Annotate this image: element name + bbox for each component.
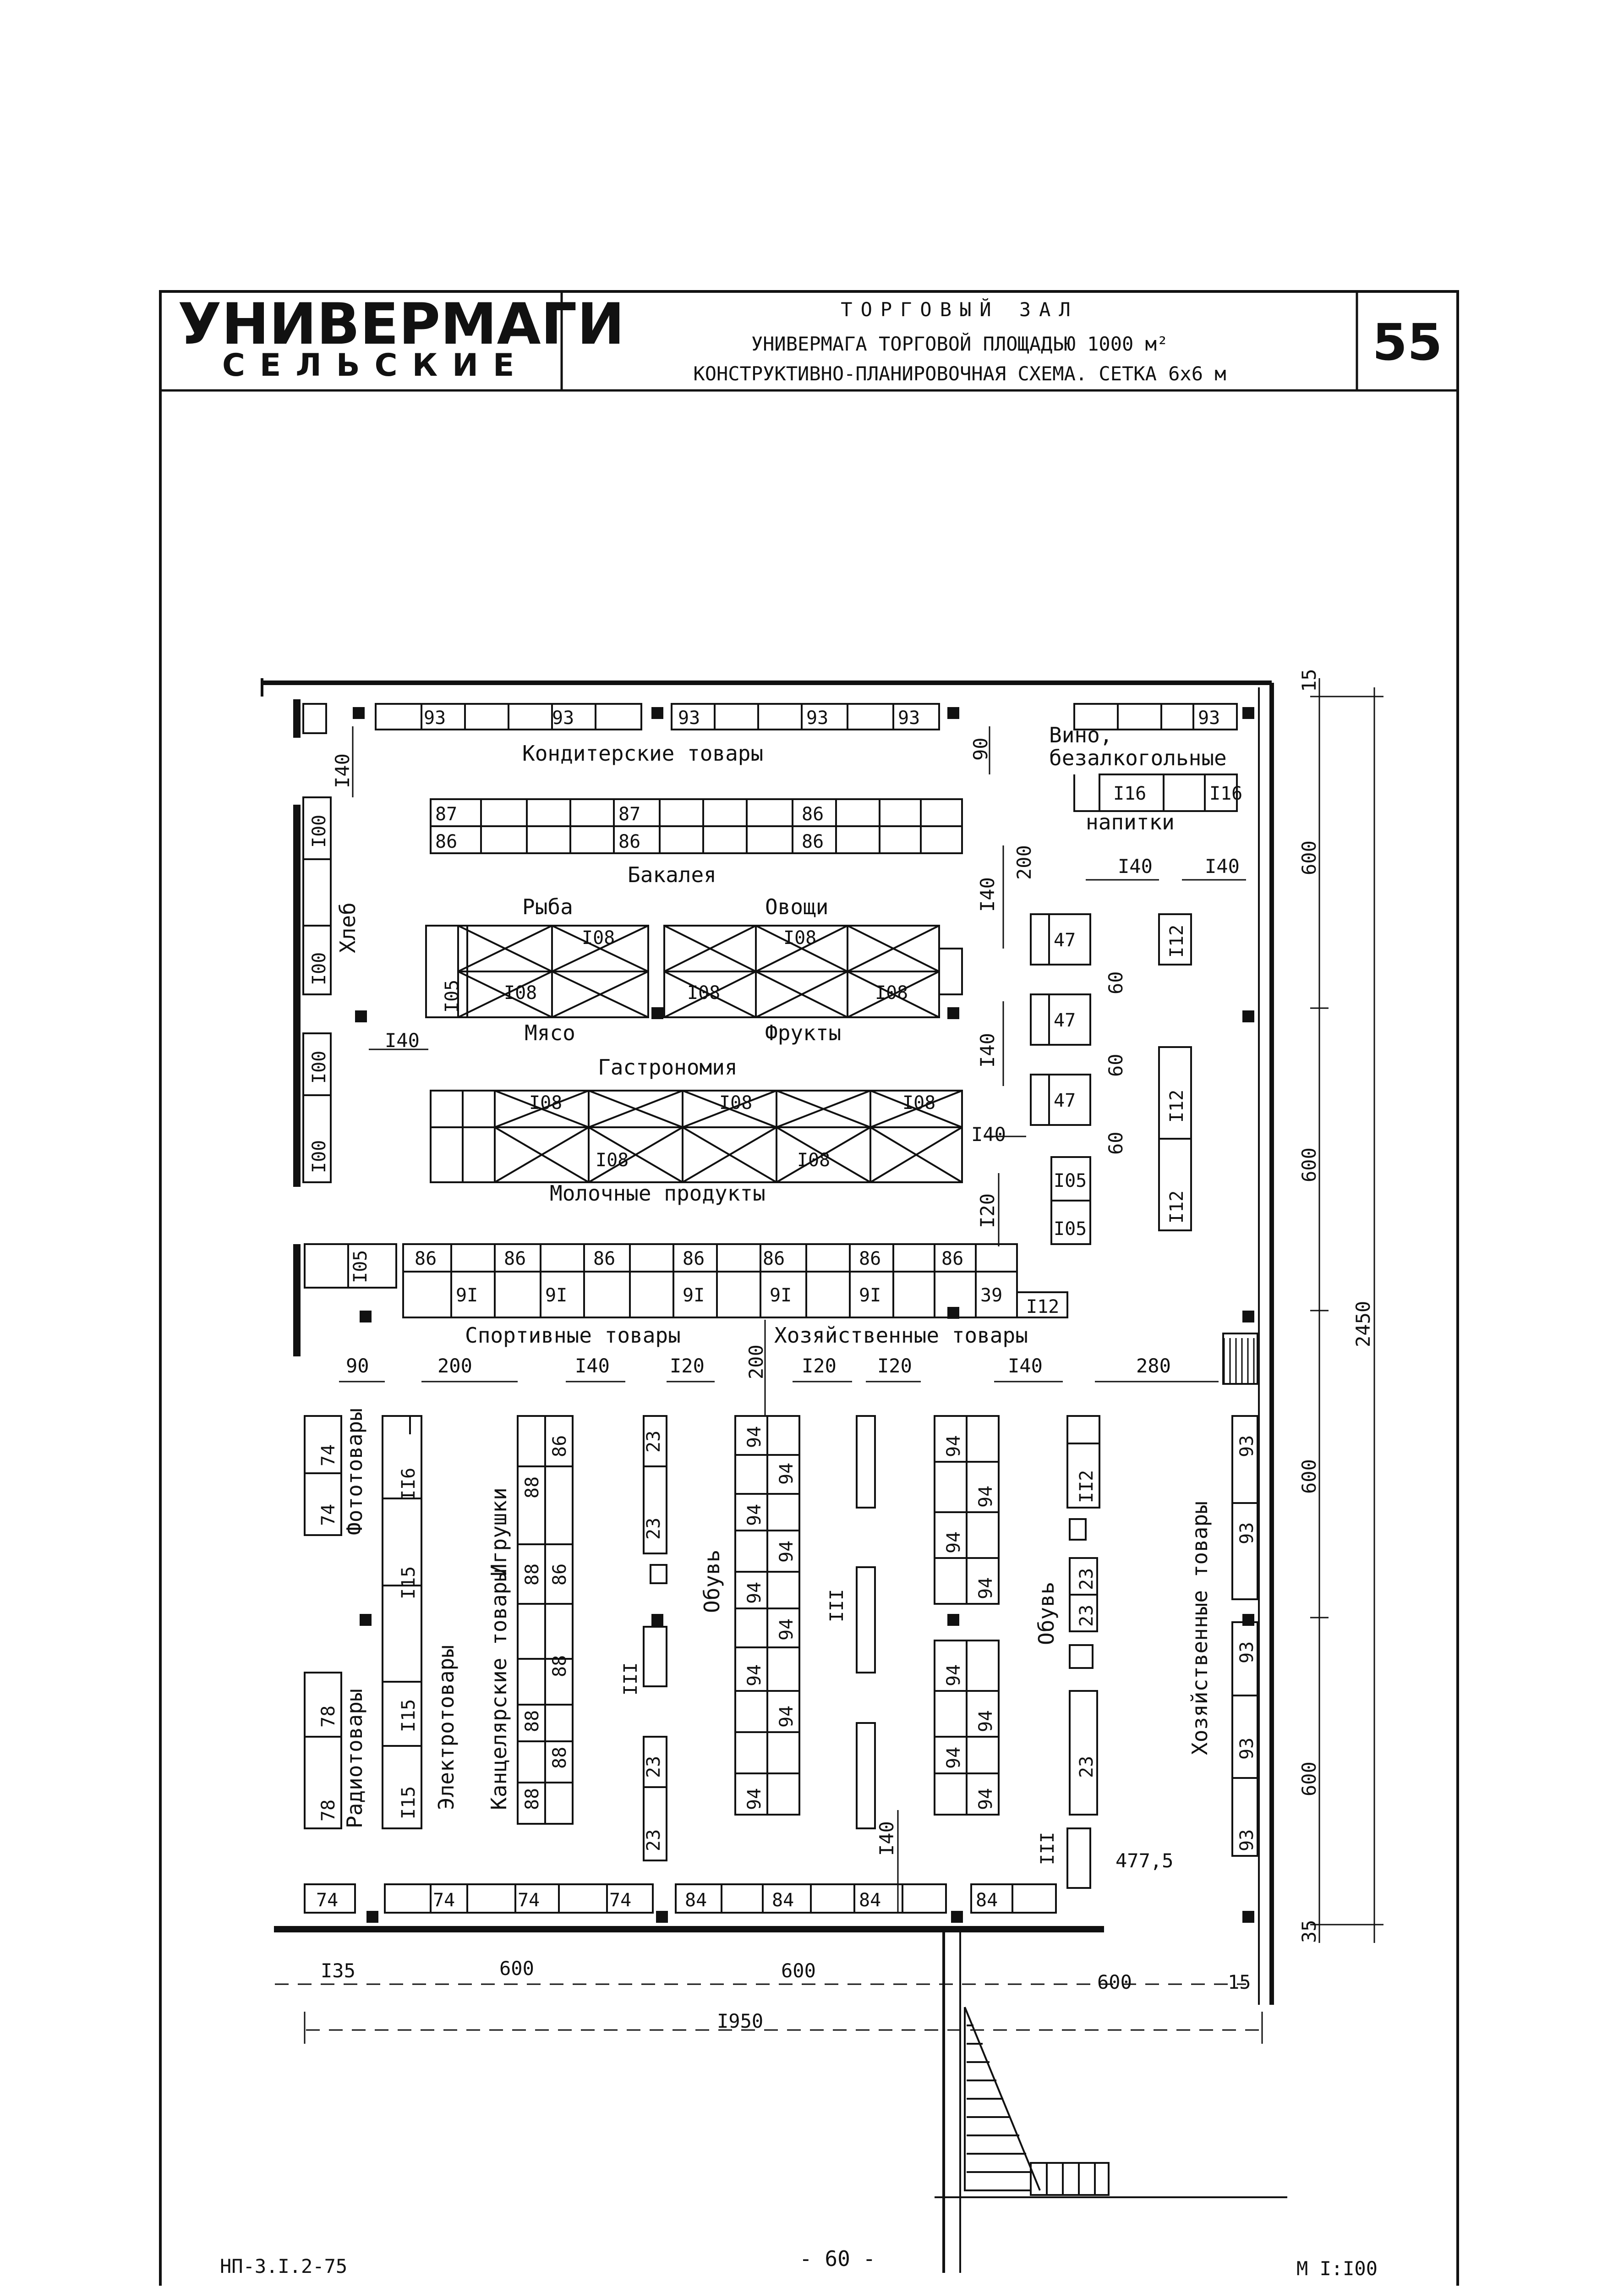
code-74: 74 [609,1890,632,1911]
code-112: I12 [1026,1296,1060,1317]
dept-bakaleya: Бакалея [628,862,716,887]
counters-fresh [426,926,962,1017]
code-108: I08 [596,1150,629,1171]
dim-140: I40 [976,877,999,912]
dim-600: 600 [1298,1761,1320,1796]
code-94: 94 [776,1540,797,1563]
code-78: 78 [318,1799,339,1822]
code-91: 9I [859,1285,881,1306]
code-74: 74 [433,1890,455,1911]
code-74: 74 [316,1890,339,1911]
code-23: 23 [1076,1756,1097,1778]
dept-frukty: Фрукты [765,1021,842,1045]
labels-108-fresh [442,927,908,1013]
code-86: 86 [859,1248,881,1269]
code-108: I08 [529,1092,563,1114]
dept-radio: Радиотовары [342,1689,367,1828]
code-94: 94 [744,1788,765,1810]
labels-bakaleya [435,804,824,852]
code-74: 74 [518,1890,540,1911]
code-93: 93 [1236,1737,1258,1760]
counters-gastronomy [431,1091,962,1182]
labels-bottom [316,1890,998,1911]
dim-140: I40 [575,1355,610,1377]
dim-140: I40 [875,1821,898,1856]
dept-obuv-1: Обувь [700,1549,724,1613]
code-91: 9I [683,1285,705,1306]
code-93: 93 [1236,1522,1258,1544]
code-115: I15 [398,1786,419,1819]
dept-khleb: Хлеб [335,902,360,953]
logo-sub: СЕЛЬСКИЕ [222,347,529,384]
dim-200: 200 [437,1355,472,1377]
code-111: III [826,1589,848,1622]
title-line-1: ТОРГОВЫЙ ЗАЛ [841,298,1079,321]
code-115: I15 [398,1699,419,1732]
code-112: I12 [1166,1089,1187,1123]
code-100: I00 [309,952,330,985]
code-86: 86 [593,1248,616,1269]
code-94: 94 [744,1664,765,1686]
code-86: 86 [435,831,458,852]
code-93: 93 [424,708,446,729]
footer-page: - 60 - [799,2246,876,2271]
code-94: 94 [776,1462,797,1485]
dept-vino-3: напитки [1086,810,1175,834]
code-108: I08 [719,1092,753,1114]
code-108: I08 [687,982,721,1004]
code-108: I08 [875,982,908,1004]
code-105: I05 [350,1250,371,1283]
code-108: I08 [783,927,817,949]
dim-200: 200 [1013,845,1035,880]
code-78: 78 [318,1705,339,1728]
code-86: 86 [941,1248,964,1269]
code-105: I05 [1054,1170,1087,1191]
code-94: 94 [943,1435,964,1457]
code-93: 93 [1236,1435,1258,1457]
code-93: 93 [1236,1641,1258,1663]
code-88: 88 [522,1476,543,1498]
code-84: 84 [685,1890,707,1911]
dim-1950: I950 [717,2010,764,2032]
code-91: 9I [770,1285,792,1306]
code-94: 94 [975,1788,996,1810]
dim-120: I20 [802,1355,837,1377]
code-93: 93 [678,708,700,729]
dim-135: I35 [321,1959,355,1982]
dim-600: 600 [499,1957,534,1980]
dim-15: 15 [1228,1971,1251,1993]
code-88: 88 [522,1710,543,1732]
dim-60: 60 [1105,1131,1127,1155]
title-line-2: УНИВЕРМАГА ТОРГОВОЙ ПЛОЩАДЬЮ 1000 м² [751,333,1169,355]
footer-doc-code: НП-3.I.2-75 [220,2255,348,2277]
dept-foto: Фототовары [342,1408,367,1535]
code-94: 94 [943,1746,964,1769]
code-111: III [620,1662,641,1695]
dept-elektro: Электротовары [434,1645,459,1810]
dim-120: I20 [976,1193,999,1228]
dept-khoz-1: Хозяйственные товары [774,1323,1028,1348]
code-93: 93 [1236,1829,1258,1851]
code-94: 94 [943,1664,964,1686]
code-86: 86 [549,1563,570,1586]
dept-obuv-2: Обувь [1034,1581,1059,1645]
code-86: 86 [683,1248,705,1269]
dept-konditerskie: Кондитерские товары [522,741,764,766]
code-84: 84 [976,1890,998,1911]
code-23: 23 [643,1756,664,1778]
dept-khoz-2: Хозяйственные товары [1187,1501,1212,1755]
code-91: 9I [545,1285,568,1306]
code-47: 47 [1054,930,1076,951]
labels-108-gastro [529,1092,935,1171]
code-112-39: II2 [1076,1470,1097,1503]
dim-15: 15 [1298,669,1320,692]
code-74: 74 [318,1444,339,1466]
code-86: 86 [802,831,824,852]
counters-bottom [305,1884,1056,1913]
code-86: 86 [802,804,824,825]
code-100: I00 [309,1140,330,1173]
code-23: 23 [1076,1568,1097,1590]
dim-140: I40 [971,1123,1006,1146]
dim-140: I40 [1118,855,1153,878]
code-105: I05 [442,979,463,1013]
dim-600: 600 [1097,1971,1132,1993]
dept-myaso: Мясо [525,1021,575,1045]
code-88: 88 [549,1655,570,1677]
code-112: I12 [1166,924,1187,958]
dim-600: 600 [1298,1147,1320,1182]
code-94: 94 [744,1503,765,1526]
code-112: I12 [1166,1190,1187,1224]
dim-140: I40 [385,1029,420,1052]
code-88: 88 [522,1788,543,1810]
dim-90: 90 [969,737,992,761]
code-84: 84 [772,1890,794,1911]
code-88: 88 [522,1563,543,1586]
dim-60: 60 [1105,971,1127,994]
code-23: 23 [643,1430,664,1453]
code-94: 94 [943,1531,964,1553]
code-23: 23 [1076,1604,1097,1627]
code-111: III [1037,1832,1058,1865]
dim-200: 200 [745,1344,767,1379]
sheet-number: 55 [1372,313,1443,372]
dim-140: I40 [1008,1355,1043,1377]
code-115: I15 [398,1566,419,1599]
title-line-3: КОНСТРУКТИВНО-ПЛАНИРОВОЧНАЯ СХЕМА. СЕТКА 6х6 м [693,362,1226,385]
code-108: I08 [582,927,615,949]
code-93: 93 [1198,708,1220,729]
dept-vino-2: безалкогольные [1049,746,1227,770]
stair-hatching-right [1224,1338,1254,1384]
labels-lower [318,1426,1258,1865]
code-86: 86 [415,1248,437,1269]
counters-bakaleya [431,799,962,853]
dim-600: 600 [1298,840,1320,875]
code-93: 93 [806,708,829,729]
counters-khleb [303,797,331,1182]
code-94: 94 [744,1581,765,1604]
code-47: 47 [1054,1090,1076,1111]
code-116-39: II6 [398,1467,419,1501]
dim-600: 600 [781,1959,816,1982]
dept-ovoshchi: Овощи [765,894,829,919]
code-87: 87 [618,804,641,825]
code-87: 87 [435,804,458,825]
dim-90: 90 [346,1355,369,1377]
code-23: 23 [643,1517,664,1540]
dept-igrushki: Игрушки [487,1487,511,1576]
code-108: I08 [797,1150,831,1171]
code-74: 74 [318,1503,339,1526]
dim-140: I40 [331,753,354,788]
code-86: 86 [618,831,641,852]
code-105: I05 [1054,1218,1087,1240]
dimension-labels [321,669,1374,2032]
code-91: 9I [456,1285,478,1306]
logo-main: УНИВЕРМАГИ [178,291,625,357]
code-88: 88 [549,1746,570,1769]
code-39: 39 [980,1285,1003,1306]
dim-600: 600 [1298,1459,1320,1494]
code-116: I16 [1209,783,1243,804]
dept-molochnye: Молочные продукты [550,1181,766,1206]
dim-120: I20 [670,1355,705,1377]
dim-60: 60 [1105,1053,1127,1077]
dept-kants: Канцелярские товары [487,1569,511,1810]
entrance-stair [935,2007,1287,2197]
code-23: 23 [643,1829,664,1851]
dept-gastronomiya: Гастрономия [598,1055,738,1080]
dim-2450: 2450 [1352,1300,1374,1347]
code-94: 94 [776,1705,797,1728]
code-100: I00 [309,814,330,848]
code-100: I00 [309,1050,330,1084]
code-86: 86 [763,1248,785,1269]
dim-140: I40 [976,1033,999,1068]
code-47: 47 [1054,1010,1076,1031]
code-84: 84 [859,1890,881,1911]
code-94: 94 [975,1485,996,1508]
code-93: 93 [898,708,920,729]
dept-sport: Спортивные товары [465,1323,681,1348]
code-94: 94 [975,1577,996,1599]
dim-280: 280 [1136,1355,1171,1377]
code-93: 93 [552,708,574,729]
footer-scale: М I:I00 [1296,2257,1378,2280]
dim-477-5: 477,5 [1115,1849,1174,1872]
code-108: I08 [902,1092,936,1114]
code-116: I16 [1113,783,1147,804]
code-94: 94 [776,1618,797,1641]
dim-35: 35 [1298,1920,1320,1943]
code-108: I08 [504,982,537,1004]
code-86: 86 [504,1248,526,1269]
code-94: 94 [744,1426,765,1448]
code-94: 94 [975,1710,996,1732]
code-86: 86 [549,1435,570,1457]
dept-ryba: Рыба [522,894,573,919]
dim-140: I40 [1205,855,1240,878]
dept-vino: Вино, [1049,723,1113,747]
dim-120: I20 [877,1355,912,1377]
